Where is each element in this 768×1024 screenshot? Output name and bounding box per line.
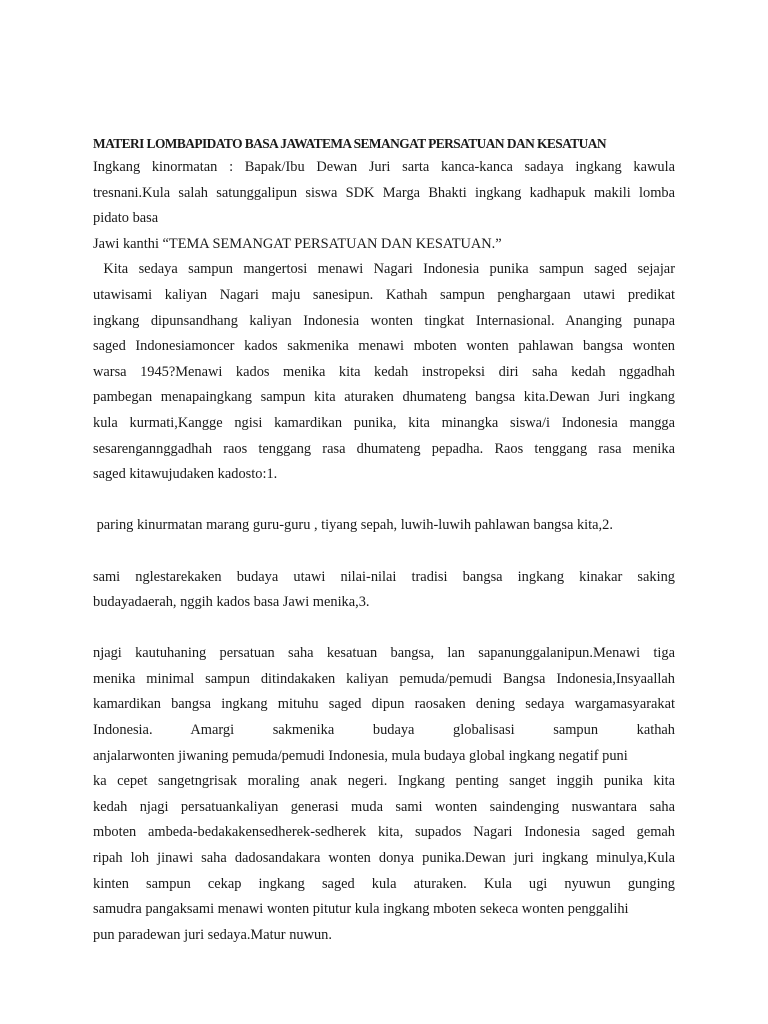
text-line: kamardikan bangsa ingkang mituhu saged dipun raosaken dening sedaya wargamasyarakat [93, 696, 675, 713]
text-line: saged kitawujudaken kadosto:1. [93, 466, 278, 483]
text-line: budayadaerah, nggih kados basa Jawi menika,3. [93, 594, 370, 611]
text-line: Indonesia. Amargi sakmenika budaya globalisasi sampun kathah [93, 722, 675, 739]
text-line: kinten sampun cekap ingkang saged kula aturaken. Kula ugi nyuwun gunging [93, 875, 675, 892]
paragraph-point-1 [93, 513, 675, 539]
text-line: njagi kautuhaning persatuan saha kesatuan bangsa, lan sapanunggalanipun.Menawi tiga [93, 645, 675, 662]
text-line: pambegan menapaingkang sampun kita aturaken dhumateng bangsa kita.Dewan Juri ingkang [93, 389, 675, 406]
paragraph-greeting [93, 155, 675, 232]
text-line: pun paradewan juri sedaya.Matur nuwun. [93, 926, 332, 943]
text-line: Jawi kanthi “TEMA SEMANGAT PERSATUAN DAN KESATUAN.” [93, 235, 502, 252]
text-line: menika minimal sampun ditindakaken kaliyan pemuda/pemudi Bangsa Indonesia,Insyaallah [93, 670, 675, 687]
text-line: ka cepet sangetngrisak moraling anak negeri. Ingkang penting sanget inggih punika kita [93, 773, 675, 790]
text-line: tresnani.Kula salah satunggalipun siswa SDK Marga Bhakti ingkang kadhapuk makili lomba [93, 184, 675, 201]
text-line: pidato basa [93, 210, 159, 227]
paragraph-closing [93, 641, 675, 948]
text-line: mboten ambeda-bedakakensedherek-sedherek kita, supados Nagari Indonesia saged gemah [93, 824, 675, 841]
text-line: warsa 1945?Menawi kados menika kita kedah instropeksi diri saha kedah nggadhah [93, 363, 675, 380]
paragraph-point-2 [93, 565, 675, 616]
text-line: sesarengannggadhah raos tenggang rasa dhumateng pepadha. Raos tenggang rasa menika [93, 440, 675, 457]
paragraph-theme [93, 232, 675, 258]
document-title: MATERI LOMBAPIDATO BASA JAWATEMA SEMANGAT PERSATUAN DAN KESATUAN [93, 136, 607, 151]
text-line: ripah loh jinawi saha dadosandakara wonten donya punika.Dewan juri ingkang minulya,Kula [93, 850, 675, 867]
text-line: kedah njagi persatuankaliyan generasi muda sami wonten saindenging nuswantara saha [93, 798, 675, 815]
paragraph-body [93, 257, 675, 487]
text-line: utawisami kaliyan Nagari maju sanesipun. Kathah sampun penghargaan utawi predikat [93, 286, 675, 303]
text-line: Ingkang kinormatan : Bapak/Ibu Dewan Juri sarta kanca-kanca sadaya ingkang kawula [93, 159, 675, 175]
text-line: paring kinurmatan marang guru-guru , tiyang sepah, luwih-luwih pahlawan bangsa kita,2. [93, 517, 613, 534]
text-line: ingkang dipunsandhang kaliyan Indonesia wonten tingkat Internasional. Ananging punapa [93, 312, 675, 329]
text-line: kula kurmati,Kangge ngisi kamardikan punika, kita minangka siswa/i Indonesia mangga [93, 414, 675, 431]
text-line: samudra pangaksami menawi wonten pitutur kula ingkang mboten sekeca wonten penggalihi [93, 901, 629, 918]
text-line: anjalarwonten jiwaning pemuda/pemudi Indonesia, mula budaya global ingkang negatif puni [93, 747, 628, 764]
text-line: saged Indonesiamoncer kados sakmenika menawi mboten wonten pahlawan bangsa wonten [93, 338, 675, 355]
document-page [93, 133, 675, 948]
text-line: Kita sedaya sampun mangertosi menawi Nagari Indonesia punika sampun saged sejajar [93, 261, 675, 278]
text-line: sami nglestarekaken budaya utawi nilai-nilai tradisi bangsa ingkang kinakar saking [93, 568, 675, 585]
